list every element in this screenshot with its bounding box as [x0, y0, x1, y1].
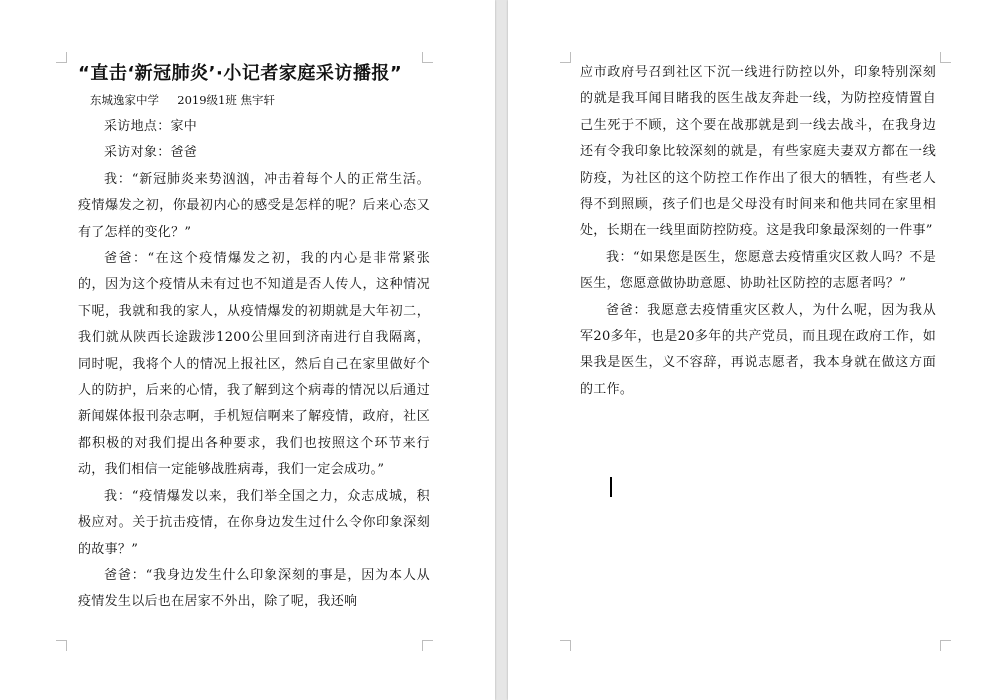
interview-location: 采访地点：家中	[104, 119, 198, 134]
crop-mark	[56, 640, 67, 651]
paragraph: 我：“新冠肺炎来势汹汹，冲击着每个人的正常生活。疫情爆发之初，你最初内心的感受是怎样的呢？后来心态又有了怎样的变化？”	[78, 171, 430, 240]
crop-mark	[560, 52, 571, 63]
crop-mark	[560, 640, 571, 651]
paragraph: 我：“如果您是医生，您愿意去疫情重灾区救人吗？不是医生，您愿意做协助意愿、协助社区防控的志愿者吗？”	[580, 249, 936, 292]
paragraph: 爸爸：“我身边发生什么印象深刻的事是，因为本人从疫情发生以后也在居家不外出，除了呢，我还响	[78, 567, 430, 610]
paragraph: 爸爸：我愿意去疫情重灾区救人，为什么呢，因为我从军20多年，也是20多年的共产党员，而且现在政府工作，如果我是医生，义不容辞，再说志愿者，我本身就在做这方面的工作。	[580, 302, 936, 397]
interviewee: 采访对象：爸爸	[104, 145, 198, 161]
crop-mark	[56, 52, 67, 63]
page-content[interactable]	[580, 60, 936, 403]
crop-mark	[940, 640, 951, 651]
document-page-right	[508, 0, 1000, 700]
author-byline: 东城逸家中学 2019级1班 焦宇轩	[90, 93, 276, 107]
paragraph: 爸爸：“在这个疫情爆发之初，我的内心是非常紧张的，因为这个疫情从未有过也不知道是否人传人，这种情况下呢，我就和我的家人，从疫情爆发的初期就是大年初二，我们就从陕西长途跋涉1200公里回到济南进行自我隔离，同时呢，我将个人的情况上报社区，然后自己在家里做好个人的防护，后来的心情，我了解到这个病毒的情况以后通过新闻媒体报刊杂志啊，手机短信啊来了解疫情，政府，社区都积极的对我们提出各种要求，我们也按照这个环节来行动，我们相信一定能够战胜病毒，我们一定会成功。”	[78, 251, 430, 478]
page-content[interactable]	[78, 60, 430, 616]
paragraph-continued: 应市政府号召到社区下沉一线进行防控以外，印象特别深刻的就是我耳闻目睹我的医生战友奔赴一线，为防控疫情置自己生死于不顾，这个要在战那就是到一线去战斗，在我身边还有令我印象比较深刻的就是，有些家庭夫妻双方都在一线防疫，为社区的这个防控工作作出了很大的牺牲，有些老人得不到照顾，孩子们也是父母没有时间来和他共同在家里相处，长期在一线里面防控防疫。这是我印象最深刻的一件事”	[580, 65, 936, 239]
crop-mark	[940, 52, 951, 63]
crop-mark	[422, 640, 433, 651]
document-page-left	[0, 0, 495, 700]
document-title: “直击‘新冠肺炎’·小记者家庭采访播报”	[78, 63, 403, 84]
text-cursor	[610, 477, 612, 497]
paragraph: 我：“疫情爆发以来，我们举全国之力，众志成城，积极应对。关于抗击疫情，在你身边发生过什么令你印象深刻的故事？”	[78, 488, 430, 557]
